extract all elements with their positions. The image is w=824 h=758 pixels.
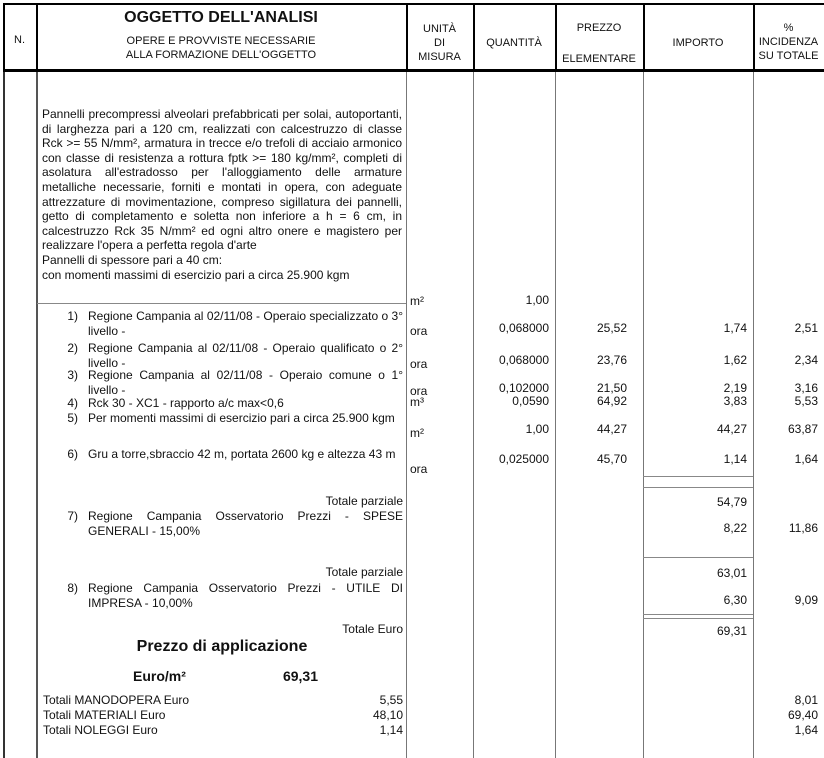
item-unit: m² xyxy=(410,426,424,440)
col-header-importo: IMPORTO xyxy=(672,37,724,49)
item-qty: 0,068000 xyxy=(498,321,549,335)
grid-vline xyxy=(555,72,556,758)
totale-parziale-value: 54,79 xyxy=(716,495,747,509)
item-price: 44,27 xyxy=(596,422,627,436)
item-description: Regione Campania al 02/11/08 - Operaio specializzato o 3° livello - xyxy=(88,309,403,338)
grid-vline xyxy=(643,72,644,758)
item-price: 23,76 xyxy=(596,353,627,367)
col-header-unita-line1: UNITÀ xyxy=(423,23,456,35)
footer-total-value: 5,55 xyxy=(379,693,403,707)
footer-total-label: Totali NOLEGGI Euro xyxy=(43,723,158,737)
item-unit: ora xyxy=(410,324,428,338)
col-header-quantita: QUANTITÀ xyxy=(486,37,542,49)
importo-divider xyxy=(643,487,753,488)
item-incidence: 2,34 xyxy=(794,353,818,367)
item-amount: 1,62 xyxy=(723,353,747,367)
item-number: 5) xyxy=(67,411,78,425)
footer-total-incidence: 69,40 xyxy=(787,708,818,722)
col-header-oggetto-title: OGGETTO DELL'ANALISI xyxy=(124,9,318,26)
item-incidence: 11,86 xyxy=(788,521,818,535)
col-header-n: N. xyxy=(14,34,25,46)
item-number: 6) xyxy=(67,447,78,461)
importo-divider xyxy=(643,476,753,477)
item-incidence: 5,53 xyxy=(794,394,818,408)
item-unit: ora xyxy=(410,462,428,476)
footer-total-incidence: 1,64 xyxy=(794,723,818,737)
work-description-line3: con momenti massimi di esercizio pari a circa 25.900 kgm xyxy=(42,267,350,282)
col-header-oggetto-sub1: OPERE E PROVVISTE NECESSARIE xyxy=(126,35,316,47)
description-divider xyxy=(37,303,406,304)
item-amount: 1,14 xyxy=(723,452,747,466)
item-description: Regione Campania al 02/11/08 - Operaio comune o 1° livello - xyxy=(88,368,403,397)
footer-total-incidence: 8,01 xyxy=(794,693,818,707)
item-qty: 1,00 xyxy=(525,422,549,436)
col-header-oggetto-sub2: ALLA FORMAZIONE DELL'OGGETTO xyxy=(125,49,317,61)
col-header-prezzo-line2: ELEMENTARE xyxy=(562,53,636,65)
footer-total-label: Totali MANODOPERA Euro xyxy=(43,693,190,707)
item-number: 3) xyxy=(67,368,78,382)
footer-total-label: Totali MATERIALI Euro xyxy=(43,708,166,722)
grid-vline xyxy=(473,72,474,758)
col-header-unita-line3: MISURA xyxy=(418,51,461,63)
item-description: Regione Campania Osservatorio Prezzi - SPESE GENERALI - 15,00% xyxy=(88,509,403,538)
grid-vline xyxy=(406,72,407,758)
item-description: Rck 30 - XC1 - rapporto a/c max<0,6 xyxy=(88,396,284,410)
totale-euro-value: 69,31 xyxy=(716,624,747,638)
item-price: 21,50 xyxy=(596,381,627,395)
item-number: 1) xyxy=(67,309,78,323)
col-header-unita-line2: DI xyxy=(434,37,445,49)
item-incidence: 2,51 xyxy=(794,321,818,335)
item-incidence: 63,87 xyxy=(787,422,818,436)
importo-double-line-bottom xyxy=(643,618,753,619)
item-incidence: 9,09 xyxy=(794,593,818,607)
item-incidence: 3,16 xyxy=(794,381,818,395)
work-description-line2: Pannelli di spessore pari a 40 cm: xyxy=(42,252,223,267)
table-top-border xyxy=(3,3,824,5)
importo-divider xyxy=(643,557,753,558)
item-unit: ora xyxy=(410,357,428,371)
item-amount: 8,22 xyxy=(723,521,747,535)
item-price: 45,70 xyxy=(596,452,627,466)
col-header-incidenza-line2: INCIDENZA xyxy=(758,36,819,48)
item-qty: 0,068000 xyxy=(498,353,549,367)
totale-parziale-label: Totale parziale xyxy=(325,565,403,579)
item-qty: 0,025000 xyxy=(498,452,549,466)
item-description: Regione Campania Osservatorio Prezzi - UTILE DI IMPRESA - 10,00% xyxy=(88,581,403,610)
item-price: 64,92 xyxy=(596,394,627,408)
item-amount: 3,83 xyxy=(723,394,747,408)
price-application-title: Prezzo di applicazione xyxy=(136,638,308,655)
grid-vline xyxy=(3,72,5,758)
work-description xyxy=(42,107,402,282)
item-number: 7) xyxy=(67,509,78,523)
col-header-incidenza-line3: SU TOTALE xyxy=(758,50,819,62)
price-application-unit: Euro/m² xyxy=(133,668,186,684)
work-description-paragraph: Pannelli precompressi alveolari prefabbricati per solai, autoportanti, di larghezza pari a 120 cm, realizzati con calcestruzzo di classe Rck >= 55 N/mm², armatura in trecce e/o trefoli di acciaio armonico con classe di resistenza a rottura fptk >= 180 kg/mm², completi di asolatura all'estradosso per l'alloggiamento delle armature metalliche necessarie, forniti e montati in opera, con adeguate attrezzature di movimentazione, compreso sigillatura dei pannelli, getto di completamento e soletta non inferiore a h = 6 cm, in calcestruzzo Rck 35 N/mm² ed ogni altro onere e magistero per realizzare l'opera a perfetta regola d'arte xyxy=(42,107,402,253)
totale-parziale-value: 63,01 xyxy=(716,566,747,580)
item-incidence: 1,64 xyxy=(794,452,818,466)
col-header-incidenza-line1: % xyxy=(783,22,794,34)
totale-parziale-label: Totale parziale xyxy=(325,494,403,508)
item-number: 2) xyxy=(67,341,78,355)
importo-double-line-top xyxy=(643,614,753,615)
item-qty: 0,0590 xyxy=(512,394,549,408)
item-price: 25,52 xyxy=(596,321,627,335)
col-header-prezzo-line1: PREZZO xyxy=(576,22,622,34)
footer-total-value: 48,10 xyxy=(372,708,403,722)
item-qty: 0,102000 xyxy=(498,381,549,395)
item-amount: 2,19 xyxy=(723,381,747,395)
header-bottom-border xyxy=(3,69,824,72)
description-unit: m² xyxy=(410,294,424,308)
item-amount: 44,27 xyxy=(716,422,747,436)
price-application-value: 69,31 xyxy=(282,668,318,684)
footer-total-value: 1,14 xyxy=(379,723,403,737)
item-amount: 6,30 xyxy=(723,593,747,607)
item-description: Per momenti massimi di esercizio pari a circa 25.900 kgm xyxy=(88,411,395,425)
item-number: 8) xyxy=(67,581,78,595)
item-description: Gru a torre,sbraccio 42 m, portata 2600 kg e altezza 43 m xyxy=(88,447,396,461)
item-amount: 1,74 xyxy=(723,321,747,335)
totale-euro-label: Totale Euro xyxy=(342,622,403,636)
item-unit: m³ xyxy=(410,395,424,409)
item-description: Regione Campania al 02/11/08 - Operaio qualificato o 2° livello - xyxy=(88,341,403,370)
description-qty: 1,00 xyxy=(525,293,549,307)
item-number: 4) xyxy=(67,396,78,410)
grid-vline xyxy=(753,72,754,758)
item-unit: ora xyxy=(410,384,428,398)
